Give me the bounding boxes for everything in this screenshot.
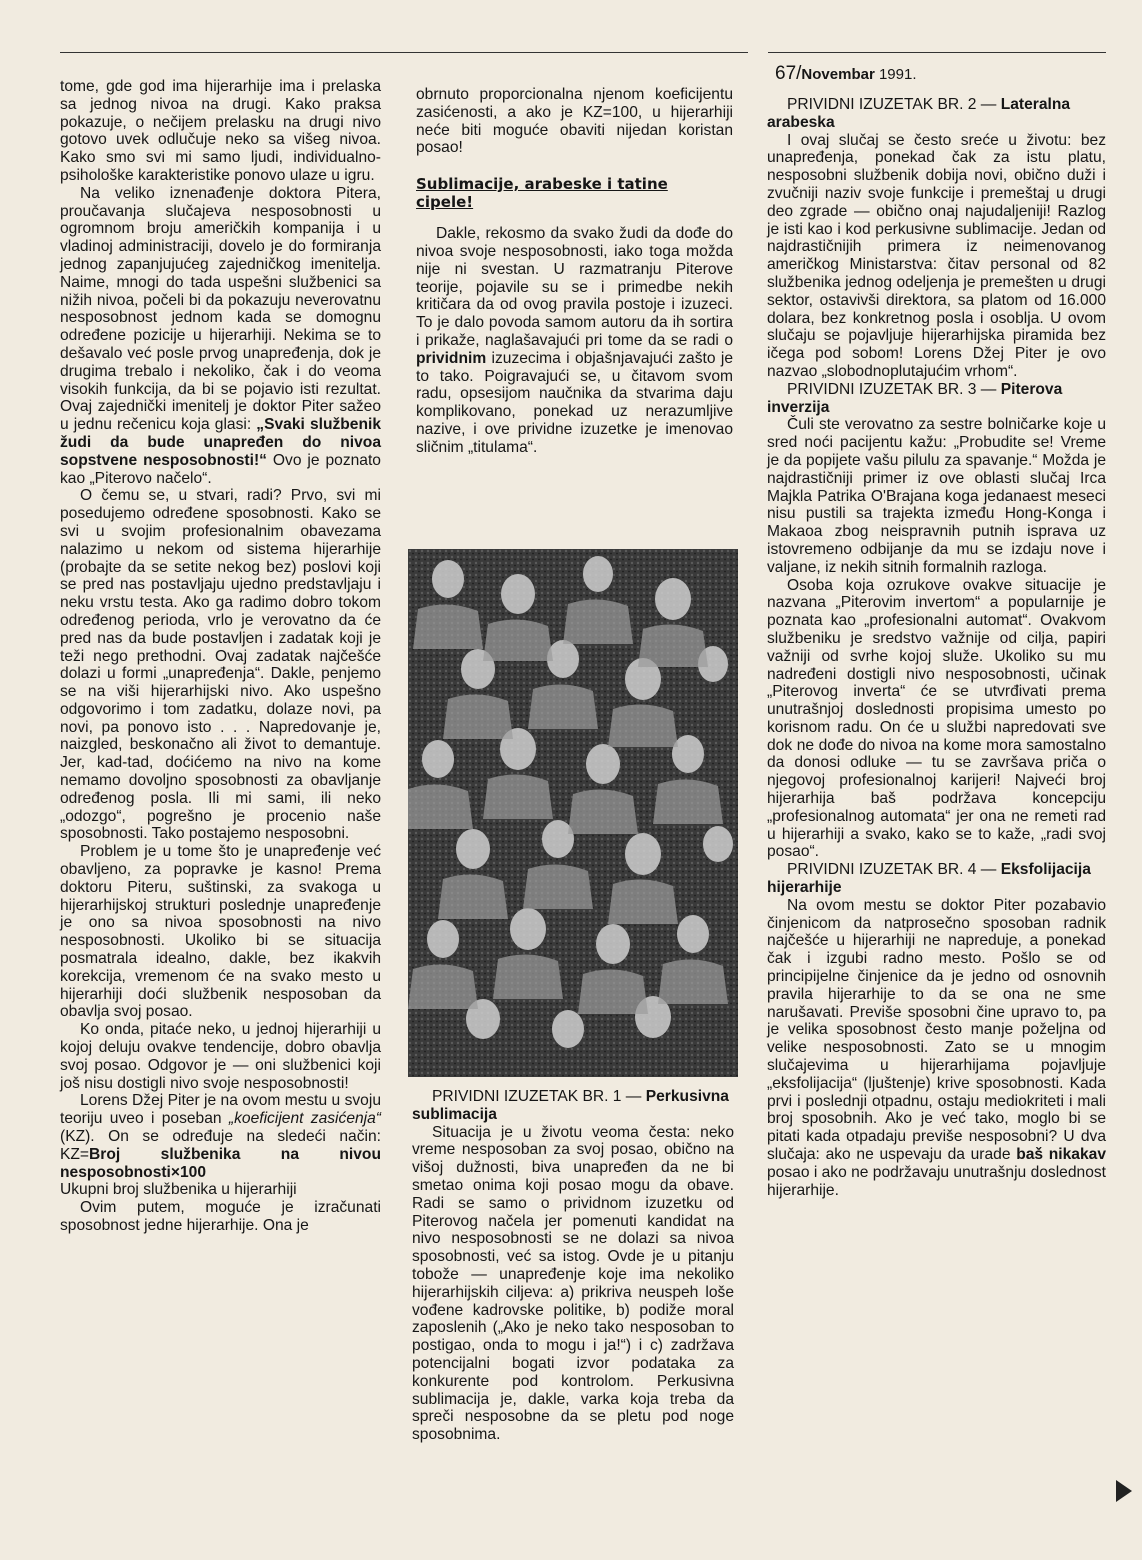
paragraph: Lorens Džej Piter je na ovom mestu u svoju teoriju uveo i poseban „koeficijent zasićenja“ (KZ). On se određuje na sledeći način: KZ=Broj službenika na nivou nesposobnosti×100 xyxy=(60,1092,381,1181)
exception-4-heading: PRIVIDNI IZUZETAK BR. 4 — Eksfolijacija hijerarhije xyxy=(767,861,1091,897)
formula-denominator: Ukupni broj službenika u hijerarhiji xyxy=(60,1181,297,1199)
emphasis-prividnim: prividnim xyxy=(416,349,487,367)
paragraph: Situacija je u životu veoma česta: neko vreme nesposoban za svoj posao, obično na višoj dužnosti, biva unapređen da ne bi smetao onima koji posao mogu da obave. Radi se samo o prividnom izuzetku od Piterovog načela jer pomenuti kandidat na nivo nesposobnosti se ne dolazi sa nivoa sposobnosti, već sa istog. Ovde je u pitanju tobože — unapređenje koje ima nekoliko hijerarhijskih ciljeva: a) prikriva neuspeh loše vođene kadrovske politike, b) podiže moral zaposlenih („Ako je neko tako nesposoban to postigao, onda to mogu i ja!“) i c) zadržava potencijalni bogati izvor podataka za konkurente pod kontrolom. Perkusivna sublimacija je, dakle, varka koja treba da spreči nesposobne da se pletu pod noge sposobnima. xyxy=(412,1123,734,1444)
exception-1-heading: PRIVIDNI IZUZETAK BR. 1 — Perkusivna sublimacija xyxy=(412,1088,729,1123)
issue-year: 1991. xyxy=(874,66,917,83)
paragraph: Dakle, rekosmo da svako žudi da dođe do nivoa svoje nesposobnosti, iako toga možda nije ni svestan. U razmatranju Piterove teorije, pojavile su se i primedbe nekih kritičara da od ovog pravila postoje i izuzeci. To je dalo povoda samom autoru da ih sortira i prikaže, naglašavajući pri tome da se radi o prividnim izuzecima i objašnjavajući zašto je to tako. Poigravajući se, u čitavom svom radu, opsesijom naučnika da stvarima daju komplikovano, ponekad uz nerazumljive nazive, i ove prividne izuzetke je imenovao sličnim „titulama“. xyxy=(416,225,733,456)
paragraph: tome, gde god ima hijerarhije ima i prelaska sa jednog nivoa na drugi. Kako praksa pokazuje, o nečijem prelasku na drugi nivo gotovo uvek odlučuje neko sa višeg nivoa. Kako smo svi mi samo ljudi, individualno-psihološke karakteristike ponovo ulaze u igru. xyxy=(60,78,381,184)
coefficient-term: „koeficijent zasićenja“ xyxy=(228,1110,381,1128)
crowd-photo-illustration xyxy=(408,549,738,1077)
exception-2-heading: PRIVIDNI IZUZETAK BR. 2 — Lateralna arabeska xyxy=(767,96,1071,131)
paragraph: Osoba koja ozrukove ovakve situacije je nazvana „Piterovim invertom“ a popularnije je poznata kao „profesionalni automat“. Ovakvom službeniku je sredstvo važnije od cilja, papiri važniji od svrhe kojoj služe. Ukoliko su mu nadređeni dostigli nivo nesposobnosti, učinak „Piterovog inverta“ će se utvrđivati prema unutrašnjoj doslednosti propisima umesto po korisnom radu. On će u službi napredovati sve dok ne dođe do nivoa na kome mora samostalno da donosi odluke — tu se završava priča o njegovoj profesionalnoj karijeri! Najveći broj hijerarhija baš podržava koncepciju „profesionalnog automata“ jer ona ne remeti rad u hijerarhiji a svako, kako se to kaže, „radi svoj posao“. xyxy=(767,576,1106,861)
section-subheading: Sublimacije, arabeske i tatine cipele! xyxy=(416,175,668,212)
crowd-photo xyxy=(408,549,738,1077)
continue-arrow-icon xyxy=(1116,1480,1132,1502)
top-rule-right xyxy=(768,52,1106,53)
emphasis-bas-nikakav: baš nikakav xyxy=(1016,1146,1106,1164)
paragraph: Problem je u tome što je unapređenje već obavljeno, za popravke je kasno! Prema doktoru Piteru, suštinski, za svakoga u hijerarhijskoj strukturi poslednje unapređenje je ono sa nivoa sposobnosti na nivo nesposobnosti. Ukoliko bi se situacija posmatrala idealno, dakle, bez ikakvih korekcija, vremenom će na svako mesto u hijerarhiji doći službenik nesposoban da obavlja svoj posao. xyxy=(60,843,381,1021)
page-number: 67/ xyxy=(775,63,802,84)
paragraph: obrnuto proporcionalna njenom koeficijentu zasićenosti, a ako je KZ=100, u hijerarhiji neće biti moguće obaviti nijedan koristan posao! xyxy=(416,86,733,157)
paragraph: Na veliko iznenađenje doktora Pitera, proučavanja slučajeva nesposobnosti u ogromnom broju američkih kompanija i u vladinoj administraciji, dovelo je do formiranja jednog zapanjujućeg zajedničkog imenitelja. Naime, mnogi do tada uspešni službenici sa nižih nivoa, počeli bi da pokazuju neverovatnu nesposobnost jednom kada se domognu određene pozicije u hijerarhiji. Nekima se to dešavalo već posle prvog unapređenja, dok je drugima trebalo i nekoliko, čak i do veoma visokih funkcija, da bi se pojavio isti rezultat. Ovaj zajednički imenitelj je doktor Piter sažeo u jednu rečenicu koja glasi: „Svaki službenik žudi da bude unapređen do nivoa sopstvene nesposobnosti!“ Ovo je poznato kao „Piterovo načelo“. xyxy=(60,184,382,487)
article-column-2 xyxy=(416,86,733,457)
formula-numerator: Broj službenika na nivou nesposobnosti×100 xyxy=(60,1145,381,1181)
paragraph: Čuli ste verovatno za sestre bolničarke koje u sred noći pacijentu kažu: „Probudite se! Vreme je da popijete vašu pilulu za spavanje.“ Možda je najdrastičniji primer iz ove oblasti slučaj Irca Majkla Patrika O'Brajana koga jedanaest meseci nisu pustili sa trajekta između Hong-Konga i Makaoa zbog neispravnih putnih isprava uz istovremeno odbijanje da mu se izdaju nove i valjane, iz nekih sitnih formalnih razloga. xyxy=(767,416,1106,576)
page-header xyxy=(775,62,917,87)
paragraph: Ovim putem, moguće je izračunati sposobnost jedne hijerarhije. Ona je xyxy=(60,1199,381,1234)
paragraph: Na ovom mestu se doktor Piter pozabavio činjenicom da natprosečno sposoban radnik najčešće u hijerarhiji ne napreduje, a ponekad čak i izgubi radno mesto. Pošlo se od principijelne činjenice da je jedno od osnovnih pravila hijerarhije to da se ona ne sme narušavati. Previše sposobni čine upravo to, pa je velika sposobnost često manje poželjna od velike nesposobnosti. Zato se u mnogim slučajevima u hijerarhijama pojavljuje „eksfolijacija“ (ljuštenje) krive sposobnosti. Kada prvi i poslednji otpadnu, ostaju mediokriteti i mali broj sposobnih. Ako je već tako, moglo bi se pitati kada otpadaju previše nesposobni? U dva slučaja: ako ne uspevaju da urade baš nikakav posao i ako ne podržavaju unutrašnju doslednost hijerarhije. xyxy=(767,896,1106,1199)
paragraph: O čemu se, u stvari, radi? Prvo, svi mi posedujemo određene sposobnosti. Kako se svi u svojim profesionalnim obavezama nalazimo u nekom od sistema hijerarhije (probajte da se setite nekog bez) poslovi koji se pred nas postavljaju ujedno predstavljaju i neku vrstu testa. Ako ga radimo dobro tokom određenog perioda, vrlo je verovatno da će pred nas da bude postavljen i zadatak koji je teži nego prethodni. Ovaj zadatak najčešće dolazi u formi „unapređenja“. Dakle, penjemo se na viši hijerarhijski nivo. Ako uspešno odgovorimo i tom zadatku, dolaze novi, pa novi, pa ponovo isto . . . Napredovanje je, naizgled, beskonačno ali život to demantuje. Jer, kad-tad, doćićemo na nivo na kome nemamo dovoljno sposobnosti za obavljanje određenog posla. Ili mi sami, ili neko „odozgo“, pogrešno je procenio naše sposobnosti. Tako postajemo nesposobni. xyxy=(60,487,381,843)
article-column-2-bottom xyxy=(412,1088,734,1444)
article-column-3 xyxy=(767,96,1106,1199)
exception-3-heading: PRIVIDNI IZUZETAK BR. 3 — Piterova inverzija xyxy=(767,380,1063,416)
paragraph: I ovaj slučaj se često sreće u životu: bez unapređenja, ponekad čak za istu platu, nesposobni službenik dobija novi, obično duži i zvučniji naziv svoje funkcije i premeštaj u drugi deo zgrade — obično onaj najudaljeniji! Razlog je isti kao i kod perkusivne sublimacije. Jedan od najdrastičnijih primera iz neimenovanog američkog Ministarstva: čitav personal od 82 službenika jednog odeljenja je premešten u drugi sektor, ostavivši direktora, sa platom od 16.000 dolara, bez konkretnog posla i osoblja. U ovom slučaju se pojavljuje hijerarhijska piramida bez ičega pod sobom! Lorens Džej Piter je ovo nazvao „slobodnoplutajućim vrhom“. xyxy=(767,131,1106,380)
top-rule-left xyxy=(60,52,748,53)
article-column-1 xyxy=(60,78,381,1235)
peter-principle-quote: „Svaki službenik žudi da bude unapređen do nivoa sopstvene nesposobnosti!“ xyxy=(60,416,382,469)
issue-month: Novembar xyxy=(801,66,875,83)
paragraph: Ko onda, pitaće neko, u jednoj hijerarhiji u kojoj deluju ovakve tendencije, dobro obavlja svoj posao. Odgovor je — oni službenici koji još nisu dostigli nivo svoje nesposobnosti! xyxy=(60,1021,381,1092)
